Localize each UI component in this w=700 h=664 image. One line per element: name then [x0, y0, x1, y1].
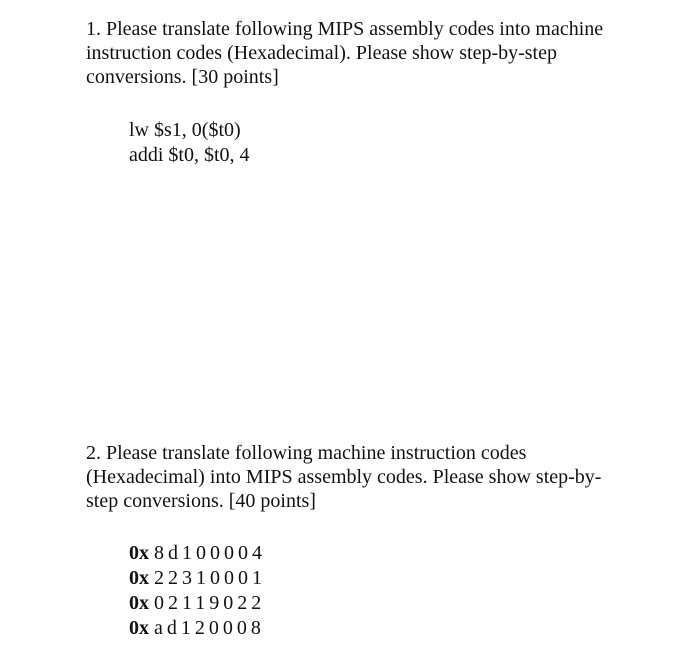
question-1-assembly-code — [129, 118, 250, 168]
question-2-prompt — [86, 441, 666, 513]
hex-prefix: 0x — [129, 567, 149, 589]
question-2-hex-codes — [129, 541, 266, 641]
hex-digits: 02119022 — [154, 592, 266, 614]
question-1-line: conversions. [30 points] — [86, 66, 279, 88]
question-2-line: 2. Please translate following machine instruction codes — [86, 442, 527, 464]
question-2-line: (Hexadecimal) into MIPS assembly codes. Please show step-by- — [86, 466, 602, 488]
question-1-prompt — [86, 17, 666, 89]
question-2-line: step conversions. [40 points] — [86, 490, 316, 512]
hex-digits: ad120008 — [154, 617, 265, 639]
hex-instruction — [129, 541, 266, 566]
hex-instruction — [129, 616, 266, 641]
hex-digits: 22310001 — [154, 567, 266, 589]
question-1-line: 1. Please translate following MIPS assembly codes into machine — [86, 18, 604, 40]
assembly-instruction: lw $s1, 0($t0) — [129, 119, 241, 141]
assembly-instruction: addi $t0, $t0, 4 — [129, 144, 250, 166]
hex-prefix: 0x — [129, 592, 149, 614]
hex-instruction — [129, 591, 266, 616]
question-1-line: instruction codes (Hexadecimal). Please show step-by-step — [86, 42, 557, 64]
hex-prefix: 0x — [129, 617, 149, 639]
hex-digits: 8d100004 — [154, 542, 266, 564]
hex-prefix: 0x — [129, 542, 149, 564]
hex-instruction — [129, 566, 266, 591]
